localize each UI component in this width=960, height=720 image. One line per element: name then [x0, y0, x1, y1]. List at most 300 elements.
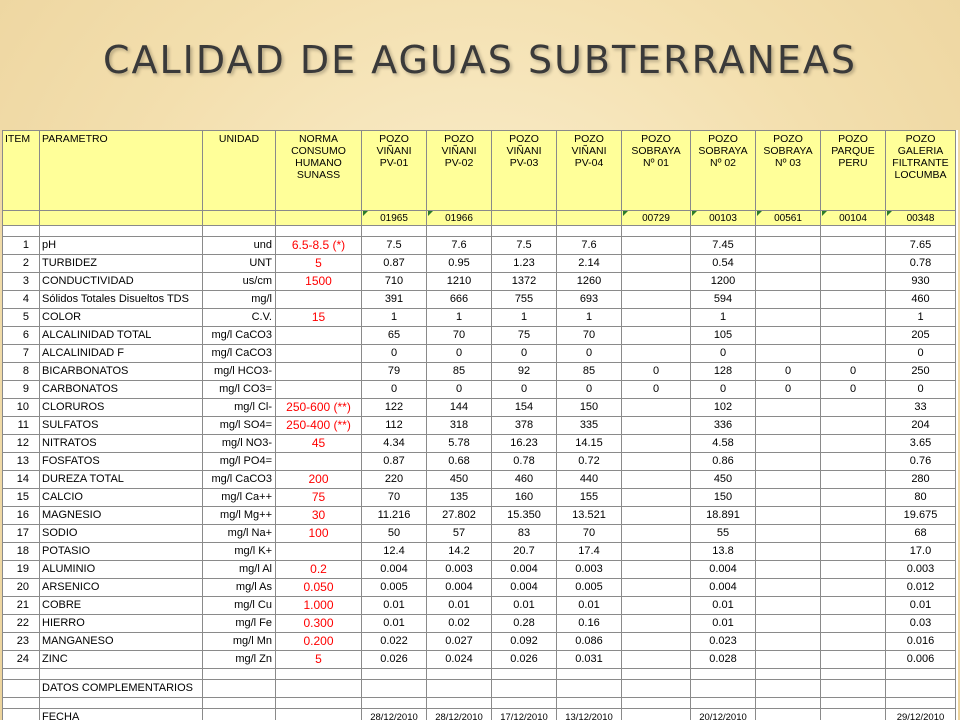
blank-cell	[557, 680, 622, 698]
station-code	[557, 211, 622, 226]
norm-cell: 1500	[276, 273, 362, 291]
value-cell: 7.65	[886, 237, 956, 255]
table-row	[3, 651, 956, 669]
value-cell: 220	[362, 471, 427, 489]
value-cell: 0	[886, 381, 956, 399]
blank-cell	[492, 669, 557, 680]
value-cell	[756, 525, 821, 543]
value-cell: 105	[691, 327, 756, 345]
unit-cell: mg/l Mg++	[203, 507, 276, 525]
blank-cell	[40, 226, 203, 237]
blank-row	[3, 226, 956, 237]
value-cell: 0.54	[691, 255, 756, 273]
value-cell: 0.027	[427, 633, 492, 651]
header-station	[557, 131, 622, 211]
value-cell	[756, 561, 821, 579]
value-cell	[821, 651, 886, 669]
unit-cell: mg/l SO4=	[203, 417, 276, 435]
value-cell: 135	[427, 489, 492, 507]
value-cell	[622, 237, 691, 255]
header-station-line: PARQUE	[831, 145, 875, 157]
blank-cell	[691, 698, 756, 709]
value-cell	[821, 237, 886, 255]
value-cell	[756, 345, 821, 363]
item-cell: 21	[3, 597, 40, 615]
norm-cell: 75	[276, 489, 362, 507]
station-code: 00104	[821, 211, 886, 226]
blank-cell	[756, 698, 821, 709]
value-cell: 7.5	[492, 237, 557, 255]
value-cell: 0	[427, 345, 492, 363]
blank-cell	[886, 226, 956, 237]
header-station-line: Nº 02	[709, 157, 736, 169]
value-cell: 75	[492, 327, 557, 345]
norm-cell: 100	[276, 525, 362, 543]
item-cell: 7	[3, 345, 40, 363]
unit-cell: mg/l Fe	[203, 615, 276, 633]
header-station-line: VIÑANI	[506, 145, 542, 157]
value-cell	[821, 291, 886, 309]
parameter-cell: MAGNESIO	[40, 507, 203, 525]
value-cell: 0.01	[691, 597, 756, 615]
blank-cell	[492, 698, 557, 709]
value-cell	[821, 507, 886, 525]
value-cell	[756, 237, 821, 255]
blank-row	[3, 698, 956, 709]
value-cell	[622, 597, 691, 615]
blank-cell	[362, 680, 427, 698]
value-cell: 0.026	[492, 651, 557, 669]
blank-cell	[3, 226, 40, 237]
value-cell: 160	[492, 489, 557, 507]
table-row	[3, 507, 956, 525]
header-station-line: LOCUMBA	[894, 169, 947, 181]
blank-cell	[276, 226, 362, 237]
value-cell: 0	[362, 345, 427, 363]
value-cell: 0	[427, 381, 492, 399]
norm-cell: 15	[276, 309, 362, 327]
value-cell: 250	[886, 363, 956, 381]
date-cell: 13/12/2010	[557, 709, 622, 720]
value-cell: 112	[362, 417, 427, 435]
value-cell	[622, 633, 691, 651]
value-cell	[622, 399, 691, 417]
datos-row	[3, 680, 956, 698]
station-code	[492, 211, 557, 226]
value-cell: 1	[691, 309, 756, 327]
value-cell	[756, 507, 821, 525]
norm-cell: 1.000	[276, 597, 362, 615]
value-cell: 693	[557, 291, 622, 309]
unit-cell: mg/l CaCO3	[203, 345, 276, 363]
value-cell: 0	[886, 345, 956, 363]
value-cell: 7.6	[557, 237, 622, 255]
table-row	[3, 255, 956, 273]
value-cell: 0	[691, 381, 756, 399]
item-cell: 11	[3, 417, 40, 435]
value-cell	[821, 525, 886, 543]
value-cell: 318	[427, 417, 492, 435]
blank-cell	[821, 680, 886, 698]
table-row	[3, 471, 956, 489]
header-station	[427, 131, 492, 211]
table-row	[3, 273, 956, 291]
unit-cell: mg/l CO3=	[203, 381, 276, 399]
header-station	[756, 131, 821, 211]
value-cell	[821, 309, 886, 327]
blank-cell	[3, 669, 40, 680]
value-cell: 0.87	[362, 255, 427, 273]
value-cell: 391	[362, 291, 427, 309]
table-row	[3, 363, 956, 381]
value-cell	[622, 273, 691, 291]
table-row	[3, 453, 956, 471]
value-cell: 4.34	[362, 435, 427, 453]
unit-cell: UNT	[203, 255, 276, 273]
header-station-line: POZO	[379, 133, 409, 145]
table-row	[3, 417, 956, 435]
header-station-line: PERU	[838, 157, 868, 169]
value-cell: 15.350	[492, 507, 557, 525]
value-cell: 150	[691, 489, 756, 507]
code-cell	[203, 211, 276, 226]
header-station-line: POZO	[444, 133, 474, 145]
date-cell: 29/12/2010	[886, 709, 956, 720]
header-station-line: VIÑANI	[441, 145, 477, 157]
value-cell	[756, 309, 821, 327]
blank-cell	[622, 669, 691, 680]
norm-cell: 5	[276, 651, 362, 669]
table-row	[3, 381, 956, 399]
value-cell	[821, 579, 886, 597]
unit-cell: mg/l	[203, 291, 276, 309]
unit-cell: mg/l CaCO3	[203, 471, 276, 489]
blank-cell	[691, 680, 756, 698]
parameter-cell: ALCALINIDAD F	[40, 345, 203, 363]
blank-cell	[276, 669, 362, 680]
value-cell: 594	[691, 291, 756, 309]
header-station	[492, 131, 557, 211]
value-cell: 205	[886, 327, 956, 345]
value-cell: 0.68	[427, 453, 492, 471]
value-cell: 50	[362, 525, 427, 543]
table-row	[3, 633, 956, 651]
value-cell: 0.024	[427, 651, 492, 669]
parameter-cell: Sólidos Totales Disueltos TDS	[40, 291, 203, 309]
value-cell: 0.01	[557, 597, 622, 615]
value-cell	[821, 273, 886, 291]
unit-cell: mg/l Al	[203, 561, 276, 579]
blank-cell	[691, 226, 756, 237]
blank-cell	[622, 226, 691, 237]
norm-cell	[276, 345, 362, 363]
blank-cell	[886, 698, 956, 709]
value-cell: 0.95	[427, 255, 492, 273]
value-cell	[821, 435, 886, 453]
item-cell: 18	[3, 543, 40, 561]
value-cell: 13.8	[691, 543, 756, 561]
value-cell: 80	[886, 489, 956, 507]
value-cell	[622, 345, 691, 363]
value-cell	[756, 453, 821, 471]
value-cell: 336	[691, 417, 756, 435]
table-row	[3, 327, 956, 345]
value-cell: 378	[492, 417, 557, 435]
value-cell: 0	[557, 381, 622, 399]
fecha-row	[3, 709, 956, 720]
header-norma-line: SUNASS	[296, 169, 341, 181]
unit-cell: mg/l Na+	[203, 525, 276, 543]
header-station-line: SOBRAYA	[698, 145, 748, 157]
norm-cell: 250-600 (**)	[276, 399, 362, 417]
parameter-cell: SULFATOS	[40, 417, 203, 435]
value-cell	[821, 471, 886, 489]
value-cell: 0.022	[362, 633, 427, 651]
code-cell	[3, 211, 40, 226]
value-cell: 17.4	[557, 543, 622, 561]
value-cell: 83	[492, 525, 557, 543]
value-cell	[756, 417, 821, 435]
value-cell: 102	[691, 399, 756, 417]
value-cell: 2.14	[557, 255, 622, 273]
unit-cell: us/cm	[203, 273, 276, 291]
norm-cell: 0.2	[276, 561, 362, 579]
item-cell: 10	[3, 399, 40, 417]
value-cell	[622, 579, 691, 597]
date-cell	[821, 709, 886, 720]
unit-cell: und	[203, 237, 276, 255]
blank-cell	[203, 709, 276, 720]
value-cell: 0.006	[886, 651, 956, 669]
item-cell: 23	[3, 633, 40, 651]
blank-cell	[622, 698, 691, 709]
norm-cell: 0.050	[276, 579, 362, 597]
header-station-line: PV-01	[379, 157, 409, 169]
parameter-cell: NITRATOS	[40, 435, 203, 453]
value-cell: 0.004	[492, 579, 557, 597]
header-station-line: POZO	[574, 133, 604, 145]
item-cell: 4	[3, 291, 40, 309]
blank-cell	[40, 669, 203, 680]
value-cell: 460	[886, 291, 956, 309]
value-cell: 0.004	[362, 561, 427, 579]
unit-cell: mg/l PO4=	[203, 453, 276, 471]
value-cell: 16.23	[492, 435, 557, 453]
value-cell	[622, 543, 691, 561]
value-cell: 85	[557, 363, 622, 381]
value-cell: 7.6	[427, 237, 492, 255]
blank-cell	[557, 226, 622, 237]
blank-cell	[427, 698, 492, 709]
blank-cell	[427, 226, 492, 237]
blank-cell	[276, 709, 362, 720]
header-station	[362, 131, 427, 211]
value-cell: 11.216	[362, 507, 427, 525]
code-cell	[40, 211, 203, 226]
parameter-cell: DUREZA TOTAL	[40, 471, 203, 489]
blank-cell	[362, 698, 427, 709]
value-cell: 68	[886, 525, 956, 543]
value-cell: 0	[691, 345, 756, 363]
value-cell: 0.02	[427, 615, 492, 633]
blank-cell	[557, 698, 622, 709]
value-cell: 70	[557, 525, 622, 543]
blank-cell	[203, 680, 276, 698]
value-cell: 0.023	[691, 633, 756, 651]
value-cell: 0.01	[492, 597, 557, 615]
parameter-cell: HIERRO	[40, 615, 203, 633]
station-code: 00561	[756, 211, 821, 226]
value-cell	[821, 399, 886, 417]
value-cell: 70	[427, 327, 492, 345]
header-unidad: UNIDAD	[203, 131, 276, 211]
value-cell: 0.01	[886, 597, 956, 615]
blank-cell	[821, 698, 886, 709]
header-station-line: PV-04	[574, 157, 604, 169]
header-station	[622, 131, 691, 211]
header-station-line: POZO	[773, 133, 803, 145]
value-cell: 0.28	[492, 615, 557, 633]
parameter-cell: CLORUROS	[40, 399, 203, 417]
value-cell	[756, 291, 821, 309]
value-cell: 0	[756, 363, 821, 381]
value-cell: 280	[886, 471, 956, 489]
value-cell: 20.7	[492, 543, 557, 561]
blank-cell	[427, 680, 492, 698]
value-cell: 0.005	[557, 579, 622, 597]
blank-cell	[756, 680, 821, 698]
header-station-line: PV-03	[509, 157, 539, 169]
item-cell: 9	[3, 381, 40, 399]
station-code: 00729	[622, 211, 691, 226]
value-cell: 0.012	[886, 579, 956, 597]
unit-cell: mg/l Zn	[203, 651, 276, 669]
code-cell	[276, 211, 362, 226]
value-cell: 144	[427, 399, 492, 417]
value-cell	[756, 615, 821, 633]
value-cell	[756, 579, 821, 597]
station-code: 01965	[362, 211, 427, 226]
value-cell: 1.23	[492, 255, 557, 273]
date-cell	[622, 709, 691, 720]
value-cell	[756, 399, 821, 417]
value-cell: 0	[492, 345, 557, 363]
value-cell	[622, 525, 691, 543]
value-cell: 7.45	[691, 237, 756, 255]
blank-cell	[203, 226, 276, 237]
table-row	[3, 309, 956, 327]
blank-cell	[427, 669, 492, 680]
date-cell: 17/12/2010	[492, 709, 557, 720]
item-cell: 20	[3, 579, 40, 597]
item-cell: 2	[3, 255, 40, 273]
value-cell: 0	[362, 381, 427, 399]
value-cell: 3.65	[886, 435, 956, 453]
value-cell: 204	[886, 417, 956, 435]
station-code: 01966	[427, 211, 492, 226]
parameter-cell: SODIO	[40, 525, 203, 543]
unit-cell: mg/l Mn	[203, 633, 276, 651]
parameter-cell: POTASIO	[40, 543, 203, 561]
value-cell: 128	[691, 363, 756, 381]
value-cell	[821, 489, 886, 507]
norm-cell	[276, 327, 362, 345]
value-cell: 70	[362, 489, 427, 507]
value-cell	[756, 327, 821, 345]
value-cell: 4.58	[691, 435, 756, 453]
value-cell: 0.16	[557, 615, 622, 633]
table-row	[3, 489, 956, 507]
value-cell	[622, 561, 691, 579]
value-cell: 0.72	[557, 453, 622, 471]
unit-cell: mg/l Ca++	[203, 489, 276, 507]
value-cell: 0.78	[886, 255, 956, 273]
header-station-line: GALERIA	[897, 145, 944, 157]
parameter-cell: CALCIO	[40, 489, 203, 507]
value-cell	[622, 255, 691, 273]
water-quality-table	[2, 130, 956, 720]
norm-cell	[276, 543, 362, 561]
blank-cell	[821, 226, 886, 237]
blank-cell	[203, 698, 276, 709]
value-cell: 0.004	[492, 561, 557, 579]
value-cell: 0.004	[691, 579, 756, 597]
value-cell: 0.01	[427, 597, 492, 615]
value-cell	[821, 453, 886, 471]
value-cell: 0.01	[362, 615, 427, 633]
header-station-line: VIÑANI	[376, 145, 412, 157]
unit-cell: mg/l HCO3-	[203, 363, 276, 381]
value-cell: 0.028	[691, 651, 756, 669]
item-cell: 3	[3, 273, 40, 291]
parameter-cell: CARBONATOS	[40, 381, 203, 399]
date-cell	[756, 709, 821, 720]
value-cell: 0.003	[427, 561, 492, 579]
blank-cell	[756, 669, 821, 680]
parameter-cell: ZINC	[40, 651, 203, 669]
value-cell: 755	[492, 291, 557, 309]
datos-label: DATOS COMPLEMENTARIOS	[40, 680, 203, 698]
norm-cell: 30	[276, 507, 362, 525]
parameter-cell: FOSFATOS	[40, 453, 203, 471]
value-cell: 0	[492, 381, 557, 399]
value-cell: 12.4	[362, 543, 427, 561]
header-station-line: POZO	[838, 133, 868, 145]
value-cell: 1210	[427, 273, 492, 291]
unit-cell: mg/l Cu	[203, 597, 276, 615]
value-cell	[622, 471, 691, 489]
unit-cell: mg/l Cl-	[203, 399, 276, 417]
value-cell: 0.003	[557, 561, 622, 579]
parameter-cell: MANGANESO	[40, 633, 203, 651]
norm-cell: 45	[276, 435, 362, 453]
value-cell: 0	[821, 363, 886, 381]
station-code: 00103	[691, 211, 756, 226]
value-cell: 55	[691, 525, 756, 543]
table-row	[3, 543, 956, 561]
value-cell: 65	[362, 327, 427, 345]
unit-cell: mg/l K+	[203, 543, 276, 561]
value-cell	[622, 651, 691, 669]
value-cell	[622, 435, 691, 453]
blank-cell	[203, 669, 276, 680]
value-cell	[821, 633, 886, 651]
header-station-line: POZO	[641, 133, 671, 145]
value-cell: 0.092	[492, 633, 557, 651]
value-cell: 1260	[557, 273, 622, 291]
header-station	[821, 131, 886, 211]
value-cell	[756, 597, 821, 615]
